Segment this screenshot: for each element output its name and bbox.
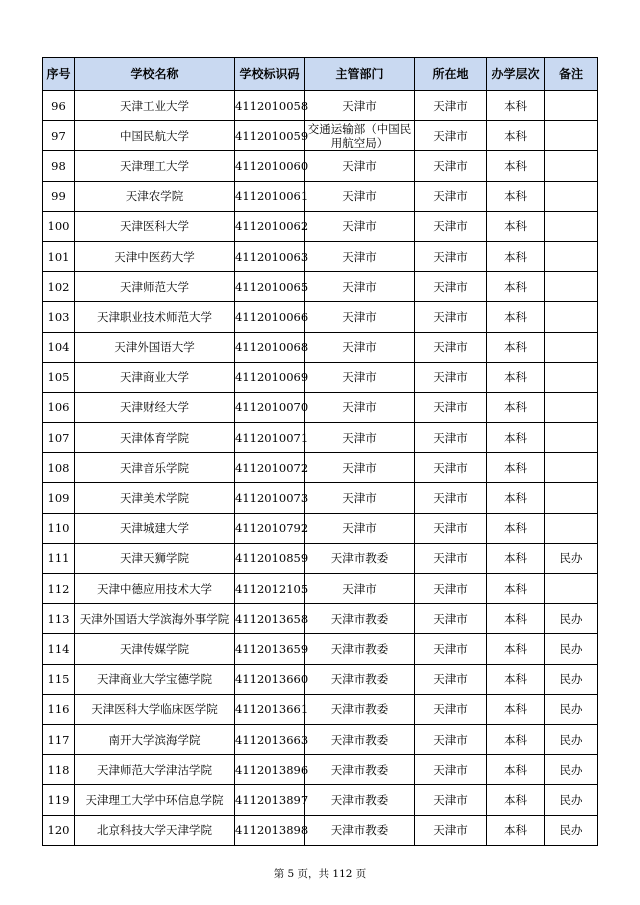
table-row	[43, 785, 598, 815]
cell-location: 天津市	[415, 785, 487, 815]
cell-note: 民办	[545, 543, 598, 573]
cell-note	[545, 121, 598, 151]
cell-school-name: 天津农学院	[75, 181, 235, 211]
cell-location: 天津市	[415, 815, 487, 845]
cell-index: 105	[43, 362, 75, 392]
table-body	[43, 91, 598, 846]
cell-department: 天津市教委	[305, 785, 415, 815]
cell-index: 99	[43, 181, 75, 211]
cell-index: 104	[43, 332, 75, 362]
cell-location: 天津市	[415, 241, 487, 271]
table-row	[43, 181, 598, 211]
cell-note: 民办	[545, 634, 598, 664]
cell-note: 民办	[545, 755, 598, 785]
cell-note	[545, 211, 598, 241]
table-row	[43, 392, 598, 422]
cell-school-name: 天津师范大学	[75, 272, 235, 302]
cell-location: 天津市	[415, 664, 487, 694]
cell-location: 天津市	[415, 513, 487, 543]
cell-index: 111	[43, 543, 75, 573]
cell-index: 109	[43, 483, 75, 513]
cell-index: 112	[43, 574, 75, 604]
cell-index: 119	[43, 785, 75, 815]
table-row	[43, 332, 598, 362]
cell-department: 天津市教委	[305, 694, 415, 724]
header-row	[43, 58, 598, 91]
cell-school-name: 天津中医药大学	[75, 241, 235, 271]
cell-school-name: 天津工业大学	[75, 91, 235, 121]
table-row	[43, 815, 598, 845]
cell-index: 101	[43, 241, 75, 271]
table-header	[43, 58, 598, 91]
header-index: 序号	[43, 58, 75, 91]
cell-school-code: 4112013660	[235, 664, 305, 694]
cell-level: 本科	[487, 815, 545, 845]
cell-level: 本科	[487, 724, 545, 754]
cell-level: 本科	[487, 785, 545, 815]
cell-school-name: 天津理工大学	[75, 151, 235, 181]
table-row	[43, 574, 598, 604]
cell-school-name: 天津天狮学院	[75, 543, 235, 573]
cell-department: 天津市教委	[305, 755, 415, 785]
cell-level: 本科	[487, 211, 545, 241]
cell-level: 本科	[487, 694, 545, 724]
table-row	[43, 543, 598, 573]
cell-location: 天津市	[415, 392, 487, 422]
cell-school-name: 天津商业大学宝德学院	[75, 664, 235, 694]
table-row	[43, 423, 598, 453]
table-row	[43, 604, 598, 634]
table-row	[43, 483, 598, 513]
cell-department: 天津市	[305, 241, 415, 271]
cell-level: 本科	[487, 453, 545, 483]
cell-note: 民办	[545, 785, 598, 815]
cell-department: 天津市	[305, 483, 415, 513]
cell-note	[545, 453, 598, 483]
cell-note	[545, 272, 598, 302]
cell-location: 天津市	[415, 91, 487, 121]
cell-note: 民办	[545, 815, 598, 845]
cell-school-code: 4112012105	[235, 574, 305, 604]
cell-index: 98	[43, 151, 75, 181]
cell-note	[545, 513, 598, 543]
cell-location: 天津市	[415, 634, 487, 664]
cell-school-name: 天津音乐学院	[75, 453, 235, 483]
cell-level: 本科	[487, 362, 545, 392]
cell-school-code: 4112010060	[235, 151, 305, 181]
cell-location: 天津市	[415, 272, 487, 302]
cell-location: 天津市	[415, 332, 487, 362]
cell-location: 天津市	[415, 724, 487, 754]
cell-department: 天津市教委	[305, 604, 415, 634]
cell-department: 天津市	[305, 362, 415, 392]
cell-school-name: 天津外国语大学	[75, 332, 235, 362]
table-row	[43, 453, 598, 483]
header-note: 备注	[545, 58, 598, 91]
cell-level: 本科	[487, 181, 545, 211]
header-name: 学校名称	[75, 58, 235, 91]
cell-index: 102	[43, 272, 75, 302]
cell-school-name: 天津医科大学	[75, 211, 235, 241]
cell-department: 天津市	[305, 513, 415, 543]
cell-department: 天津市	[305, 211, 415, 241]
cell-department: 天津市教委	[305, 543, 415, 573]
cell-note	[545, 332, 598, 362]
cell-location: 天津市	[415, 483, 487, 513]
cell-location: 天津市	[415, 694, 487, 724]
cell-school-code: 4112013661	[235, 694, 305, 724]
cell-school-name: 天津美术学院	[75, 483, 235, 513]
cell-note	[545, 91, 598, 121]
cell-department: 天津市	[305, 392, 415, 422]
cell-index: 110	[43, 513, 75, 543]
cell-location: 天津市	[415, 423, 487, 453]
table-row	[43, 755, 598, 785]
cell-index: 114	[43, 634, 75, 664]
cell-department: 天津市	[305, 332, 415, 362]
cell-school-code: 4112010859	[235, 543, 305, 573]
table-row	[43, 241, 598, 271]
cell-school-name: 天津师范大学津沽学院	[75, 755, 235, 785]
cell-note	[545, 151, 598, 181]
cell-department: 天津市	[305, 91, 415, 121]
cell-index: 120	[43, 815, 75, 845]
cell-school-name: 天津传媒学院	[75, 634, 235, 664]
cell-school-code: 4112010792	[235, 513, 305, 543]
cell-level: 本科	[487, 423, 545, 453]
header-level: 办学层次	[487, 58, 545, 91]
cell-level: 本科	[487, 755, 545, 785]
cell-location: 天津市	[415, 755, 487, 785]
cell-index: 106	[43, 392, 75, 422]
cell-school-name: 天津外国语大学滨海外事学院	[75, 604, 235, 634]
cell-level: 本科	[487, 332, 545, 362]
cell-index: 96	[43, 91, 75, 121]
table-row	[43, 664, 598, 694]
university-table	[42, 57, 598, 846]
cell-index: 97	[43, 121, 75, 151]
cell-location: 天津市	[415, 121, 487, 151]
cell-note	[545, 302, 598, 332]
cell-level: 本科	[487, 543, 545, 573]
cell-location: 天津市	[415, 453, 487, 483]
cell-school-code: 4112013897	[235, 785, 305, 815]
table-row	[43, 272, 598, 302]
cell-index: 118	[43, 755, 75, 785]
cell-school-code: 4112010073	[235, 483, 305, 513]
cell-location: 天津市	[415, 543, 487, 573]
cell-school-code: 4112010062	[235, 211, 305, 241]
cell-note: 民办	[545, 724, 598, 754]
cell-location: 天津市	[415, 362, 487, 392]
cell-school-name: 天津职业技术师范大学	[75, 302, 235, 332]
cell-level: 本科	[487, 272, 545, 302]
cell-level: 本科	[487, 604, 545, 634]
cell-department: 天津市教委	[305, 634, 415, 664]
cell-school-code: 4112013658	[235, 604, 305, 634]
cell-school-name: 天津商业大学	[75, 362, 235, 392]
cell-school-code: 4112010066	[235, 302, 305, 332]
cell-department: 交通运输部（中国民用航空局）	[305, 121, 415, 151]
cell-school-name: 中国民航大学	[75, 121, 235, 151]
cell-school-code: 4112010065	[235, 272, 305, 302]
table-row	[43, 362, 598, 392]
cell-department: 天津市	[305, 272, 415, 302]
cell-school-code: 4112010068	[235, 332, 305, 362]
cell-level: 本科	[487, 574, 545, 604]
cell-index: 116	[43, 694, 75, 724]
cell-index: 115	[43, 664, 75, 694]
cell-level: 本科	[487, 151, 545, 181]
table-row	[43, 211, 598, 241]
cell-note	[545, 181, 598, 211]
cell-index: 107	[43, 423, 75, 453]
cell-level: 本科	[487, 91, 545, 121]
cell-school-code: 4112010061	[235, 181, 305, 211]
table-row	[43, 121, 598, 151]
table-row	[43, 694, 598, 724]
cell-level: 本科	[487, 513, 545, 543]
cell-level: 本科	[487, 302, 545, 332]
cell-index: 117	[43, 724, 75, 754]
cell-index: 100	[43, 211, 75, 241]
cell-school-name: 天津医科大学临床医学院	[75, 694, 235, 724]
cell-school-name: 天津城建大学	[75, 513, 235, 543]
cell-school-name: 南开大学滨海学院	[75, 724, 235, 754]
cell-note	[545, 362, 598, 392]
header-code: 学校标识码	[235, 58, 305, 91]
cell-index: 113	[43, 604, 75, 634]
cell-location: 天津市	[415, 181, 487, 211]
cell-location: 天津市	[415, 151, 487, 181]
cell-school-name: 天津中德应用技术大学	[75, 574, 235, 604]
cell-level: 本科	[487, 483, 545, 513]
cell-school-code: 4112013896	[235, 755, 305, 785]
cell-level: 本科	[487, 392, 545, 422]
cell-department: 天津市	[305, 151, 415, 181]
cell-school-code: 4112010070	[235, 392, 305, 422]
cell-school-code: 4112010059	[235, 121, 305, 151]
cell-location: 天津市	[415, 574, 487, 604]
cell-school-code: 4112013898	[235, 815, 305, 845]
cell-department: 天津市教委	[305, 664, 415, 694]
cell-department: 天津市教委	[305, 724, 415, 754]
table-row	[43, 634, 598, 664]
cell-department: 天津市教委	[305, 815, 415, 845]
cell-level: 本科	[487, 664, 545, 694]
cell-note	[545, 574, 598, 604]
cell-note: 民办	[545, 664, 598, 694]
cell-location: 天津市	[415, 604, 487, 634]
cell-school-name: 天津体育学院	[75, 423, 235, 453]
cell-school-code: 4112010072	[235, 453, 305, 483]
cell-school-name: 天津财经大学	[75, 392, 235, 422]
cell-department: 天津市	[305, 302, 415, 332]
cell-school-code: 4112010069	[235, 362, 305, 392]
cell-note	[545, 241, 598, 271]
table-row	[43, 302, 598, 332]
header-dept: 主管部门	[305, 58, 415, 91]
cell-location: 天津市	[415, 302, 487, 332]
table-row	[43, 91, 598, 121]
cell-school-code: 4112013663	[235, 724, 305, 754]
cell-note	[545, 483, 598, 513]
cell-school-code: 4112013659	[235, 634, 305, 664]
cell-level: 本科	[487, 121, 545, 151]
cell-school-code: 4112010063	[235, 241, 305, 271]
cell-note	[545, 392, 598, 422]
cell-school-name: 北京科技大学天津学院	[75, 815, 235, 845]
cell-level: 本科	[487, 241, 545, 271]
cell-school-code: 4112010071	[235, 423, 305, 453]
header-location: 所在地	[415, 58, 487, 91]
cell-note: 民办	[545, 694, 598, 724]
cell-note	[545, 423, 598, 453]
cell-department: 天津市	[305, 423, 415, 453]
table-row	[43, 724, 598, 754]
cell-note: 民办	[545, 604, 598, 634]
cell-location: 天津市	[415, 211, 487, 241]
page-footer: 第 5 页，共 112 页	[273, 868, 367, 880]
cell-department: 天津市	[305, 181, 415, 211]
cell-level: 本科	[487, 634, 545, 664]
cell-department: 天津市	[305, 574, 415, 604]
cell-department: 天津市	[305, 453, 415, 483]
table-row	[43, 513, 598, 543]
cell-index: 103	[43, 302, 75, 332]
cell-school-code: 4112010058	[235, 91, 305, 121]
cell-index: 108	[43, 453, 75, 483]
cell-school-name: 天津理工大学中环信息学院	[75, 785, 235, 815]
table-row	[43, 151, 598, 181]
